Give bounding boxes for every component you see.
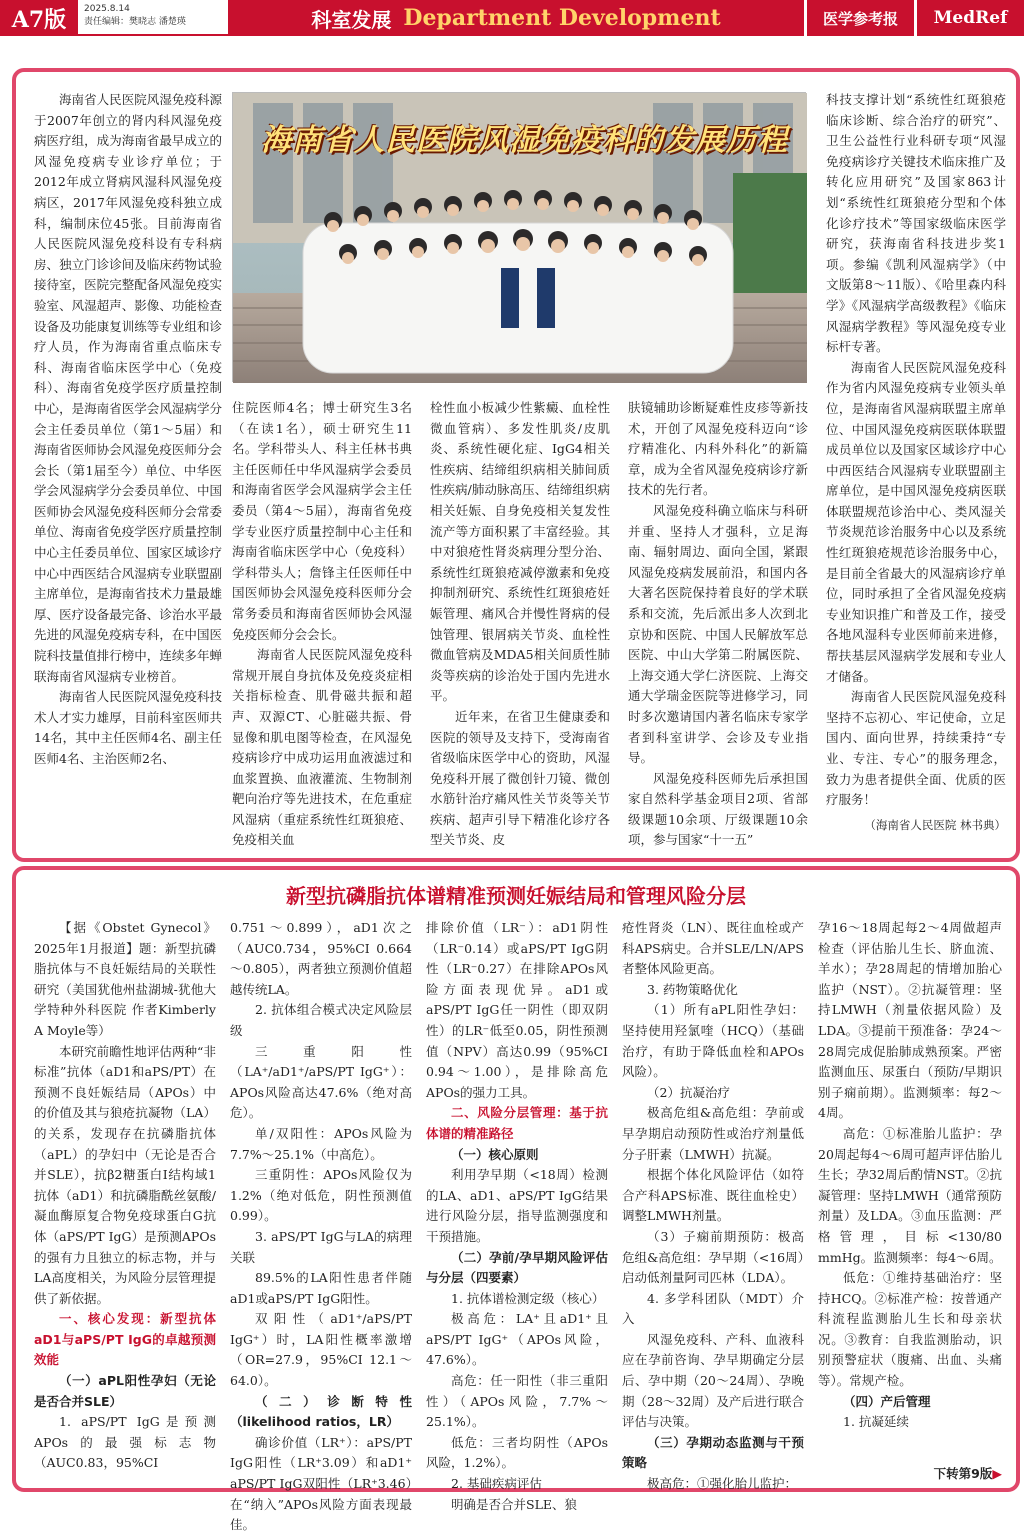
paragraph: 极高危：①强化胎儿监护：: [647, 1476, 798, 1492]
brand-en: MedRef: [914, 0, 1024, 36]
paragraph: 确诊价值（LR⁺）：aPS/PT IgG阳性（LR⁺3.09）和aD1⁺ aPS/PT IgG双阳性（LR⁺3.46）在“纳入”APOs风险方面表现最佳。: [230, 1434, 412, 1533]
article2-column-4: [622, 918, 804, 1492]
paragraph: 0.751～0.899），aD1次之（AUC0.734，95%CI 0.664～0.805），两者独立预测价值超越传统LA。: [230, 920, 412, 997]
paragraph: （1）所有aPL阳性孕妇：坚持使用羟氯喹（HCQ）（基础治疗，有助于降低血栓和APOs风险）。: [622, 1002, 804, 1080]
subsection-heading: （二）孕前/孕早期风险评估与分层（四要素）: [426, 1249, 608, 1286]
article1-column-5: [826, 90, 1006, 860]
article2-column-2: [230, 918, 412, 1533]
paragraph: 风湿免疫科医师先后承担国家自然科学基金项目2项、省部级课题10余项、厅级课题10余项，参与国家“十一五”: [628, 770, 808, 848]
paragraph: 孕16～18周起每2～4周做超声检查（评估胎儿生长、脐血流、羊水）；孕28周起的情增加胎心监护（NST）。②抗凝管理：坚持LMWH（剂量依据风险）及LDA。③提前干预准备：孕24～28周完成促胎肺成熟预案。严密监测血压、尿蛋白（预防/早期识别子痫前期）。监测频率：每2～4周。: [818, 920, 1002, 1121]
editors: 责任编辑：樊晓志 潘楚瑛: [84, 17, 186, 27]
paragraph: 海南省人民医院风湿免疫科常规开展自身抗体及免疫炎症相关指标检查、肌骨磁共振和超声、双源CT、心脏磁共振、骨显像和肌电图等检查，在风湿免疫病诊疗中成功运用血液滤过和血浆置换、血液灌流、生物制剂靶向治疗等先进技术，在危重症风湿病（重症系统性红斑狼疮、免疫相关血: [232, 647, 412, 848]
paragraph: 高危：①标准胎儿监护：孕20周起每4～6周可超声评估胎儿生长；孕32周后酌情NST。②抗凝管理：坚持LMWH（通常预防剂量）及LDA。③血压监测：严格管理，目标<130/80 mmHg。监测频率：每4～6周。: [818, 1125, 1002, 1265]
article2-title: 新型抗磷脂抗体谱精准预测妊娠结局和管理风险分层: [286, 884, 746, 908]
paragraph: 极高危组&高危组：孕前或早孕期启动预防性或治疗剂量低分子肝素（LMWH）抗凝。: [622, 1105, 804, 1162]
triangle-right-icon: ▶: [992, 1466, 1002, 1481]
paragraph: （2）抗凝治疗: [647, 1084, 730, 1100]
paragraph: 疮性肾炎（LN）、既往血栓或产科APS病史。合并SLE/LN/APS者整体风险更高。: [622, 920, 804, 977]
paragraph: 2. 抗体组合模式决定风险层级: [230, 1002, 412, 1038]
brand: [804, 0, 1024, 36]
paragraph: 3. 药物策略优化: [647, 981, 738, 997]
subsection-heading: （四）产后管理: [843, 1393, 931, 1409]
paragraph: 3. aPS/PT IgG与LA的病理关联: [230, 1228, 412, 1265]
paragraph: 1. 抗体谱检测定级（核心）: [451, 1290, 605, 1306]
article-antiphospholipid: [12, 866, 1020, 1533]
photo-caption: 海南省人民医院风湿免疫科的发展历程: [261, 123, 788, 158]
masthead: [0, 0, 1024, 36]
article-department-history: [12, 68, 1020, 862]
issue-date: 2025.8.14: [84, 4, 130, 14]
paragraph: 4. 多学科团队（MDT）介入: [622, 1290, 804, 1327]
team-photo: [232, 92, 806, 382]
paragraph: 明确是否合并SLE、狼: [451, 1496, 577, 1512]
author-signature: （海南省人民医院 林书典）: [864, 817, 1006, 832]
subsection-heading: （二）诊断特性（likelihood ratios，LR）: [230, 1393, 412, 1430]
section-heading: 一、核心发现：新型抗体aD1与aPS/PT IgG的卓越预测效能: [34, 1311, 216, 1368]
section-banner: [228, 0, 804, 36]
brand-cn: 医学参考报: [804, 0, 914, 36]
paragraph: 近年来，在省卫生健康委和医院的领导及支持下，受海南省省级临床医学中心的资助，风湿免疫科开展了微创针刀镜、微创水筋针治疗痛风性关节炎等关节疾病、超声引导下精准化诊疗各型关节炎、皮: [430, 708, 610, 848]
paragraph: 风湿免疫科、产科、血液科应在孕前咨询、孕早期确定分层后、孕中期（20～24周）、孕晚期（28～32周）及产后进行联合评估与决策。: [622, 1331, 804, 1430]
section-heading: 二、风险分层管理：基于抗体谱的精准路径: [426, 1105, 608, 1141]
article1-column-1: [34, 90, 222, 860]
continued-on-page[interactable]: [934, 1464, 1002, 1482]
article2-column-5: [818, 918, 1002, 1463]
article1-column-3: [430, 398, 610, 858]
subsection-heading: （三）孕期动态监测与干预策略: [622, 1434, 804, 1471]
paragraph: 三重阳性（LA⁺/aD1⁺/aPS/PT IgG⁺）：APOs风险高达47.6%（绝对高危）。: [230, 1043, 412, 1121]
paragraph: 海南省人民医院风湿免疫科坚持不忘初心、牢记使命，立足国内、面向世界，持续秉持“专业、专注、专心”的服务理念，致力为患者提供全面、优质的医疗服务！: [826, 689, 1006, 808]
paragraph: 栓性血小板减少性紫癜、血栓性微血管病）、多发性肌炎/皮肌炎、系统性硬化症、IgG4相关性疾病、结缔组织病相关肺间质性疾病/肺动脉高压、结缔组织病相关妊娠、自身免疫相关复发性流产等方面积累了丰富经验。其中对狼疮性肾炎病理分型分治、系统性红斑狼疮减停激素和免疫抑制剂研究、系统性红斑狼疮妊娠管理、痛风合并慢性肾病的侵蚀管理、银屑病关节炎、血栓性微血管病及MDA5相关间质性肺炎等疾病的诊治处于国内先进水平。: [430, 400, 610, 704]
subsection-heading: （一）aPL阳性孕妇（无论是否合并SLE）: [34, 1373, 216, 1409]
article2-column-1: [34, 918, 216, 1488]
paragraph: 2. 基础疾病评估: [451, 1476, 542, 1492]
paragraph: 1. 抗凝延续: [843, 1414, 909, 1430]
subsection-heading: （一）核心原则: [451, 1146, 539, 1162]
paragraph: 风湿免疫科确立临床与科研并重、坚持人才强科，立足海南、辐射周边、面向全国，紧跟风湿免疫病发展前沿，和国内各大著名医院保持着良好的学术联系和交流，先后派出多人次到北京协和医院、中国人民解放军总医院、中山大学第二附属医院、上海交通大学仁济医院、上海交通大学瑞金医院等进修学习，同时多次邀请国内著名临床专家学者到科室讲学、会诊及专业指导。: [628, 502, 808, 766]
paragraph: 【据《Obstet Gynecol》2025年1月报道】题：新型抗磷脂抗体与不良妊娠结局的关联性研究（美国犹他州盐湖城-犹他大学特种外科医院 作者Kimberly A Moyle等）: [34, 920, 216, 1038]
paragraph: 1. aPS/PT IgG是预测APOs的最强标志物（AUC0.83，95%CI: [34, 1414, 216, 1471]
paragraph: 低危：三者均阴性（APOs风险，1.2%）。: [426, 1434, 608, 1471]
paragraph: 双阳性（aD1⁺/aPS/PT IgG⁺）时，LA阳性概率激增（OR=27.9，95%CI 12.1～64.0）。: [230, 1311, 412, 1389]
article2-column-3: [426, 918, 608, 1512]
paragraph: 利用孕早期（<18周）检测的LA、aD1、aPS/PT IgG结果进行风险分层，指导监测强度和干预措施。: [426, 1167, 608, 1244]
paragraph: 海南省人民医院风湿免疫科作为省内风湿免疫病专业领头单位，是海南省风湿病联盟主席单位、中国风湿免疫病医联体联盟成员单位以及国家区域诊疗中心中西医结合风湿病专业联盟副主席单位，是中国风湿免疫病医联体联盟规范诊治中心、类风湿关节炎规范诊治服务中心以及系统性红斑狼疮规范诊治服务中心，是目前全省最大的风湿病诊疗单位，同时承担了全省风湿免疫病专业知识推广和普及工作，接受各地风湿科专业医师前来进修，帮扶基层风湿病学发展和专业人才储备。: [826, 359, 1006, 684]
paragraph: 肤镜辅助诊断疑难性皮疹等新技术，开创了风湿免疫科迈向“诊疗精准化、内科外科化”的新篇章，成为全省风湿免疫病诊疗新技术的先行者。: [628, 400, 808, 498]
paragraph: 海南省人民医院风湿免疫科技术人才实力雄厚，目前科室医师共14名，其中主任医师4名、副主任医师4名、主治医师2名、: [34, 689, 222, 766]
editor-info: [78, 0, 228, 36]
paragraph: 低危：①维持基础治疗：坚持HCQ。②标准产检：按普通产科流程监测胎儿生长和母亲状况。③教育：自我监测胎动，识别预警症状（腹痛、出血、头痛等）。常规产检。: [818, 1270, 1002, 1389]
paragraph: 排除价值（LR⁻）：aD1阴性（LR⁻0.14）或aPS/PT IgG阴性（LR⁻0.27）在排除APOs风险方面表现优异。aD1或aPS/PT IgG任一阴性（即双阴性）的LR⁻低至0.05，阴性预测值（NPV）高达0.99（95%CI 0.94～1.00），是排除高危APOs的强力工具。: [426, 920, 608, 1100]
paragraph: 89.5%的LA阳性患者伴随aD1或aPS/PT IgG阳性。: [230, 1270, 412, 1306]
page-number: A7版: [0, 0, 78, 36]
paragraph: 住院医师4名；博士研究生3名（在读1名），硕士研究生11名。学科带头人、科主任林书典主任医师任中华风湿病学会委员和海南省医学会风湿病学会主任委员（第4～5届），海南省免疫学专业医疗质量控制中心主任和海南省临床医学中心（免疫科）学科带头人；詹锋主任医师任中国医师协会风湿免疫科医师分会常务委员和海南省医师协会风湿免疫医师分会会长。: [232, 400, 412, 642]
paragraph: 三重阴性：APOs风险仅为1.2%（绝对低危，阴性预测值0.99）。: [230, 1167, 412, 1224]
article1-column-4: [628, 398, 808, 858]
paragraph: （3）子痫前期预防：极高危组&高危组：孕早期（<16周）启动低剂量阿司匹林（LDA）。: [622, 1228, 804, 1286]
section-title-en: Department Development: [403, 5, 721, 31]
continued-label: 下转第9版: [933, 1466, 993, 1481]
paragraph: 科技支撑计划“系统性红斑狼疮临床诊断、综合治疗的研究”、卫生公益性行业科研专项“风湿免疫病诊疗关键技术临床推广及转化应用研究”及国家863计划“系统性红斑狼疮分型和个体化诊疗技术”等国家级临床医学研究，获海南省科技进步奖1项。参编《凯利风湿病学》（中文版第8～11版）、《哈里森内科学》《风湿病学高级教程》《临床风湿病学教程》等风湿免疫专业标杆专著。: [826, 92, 1006, 355]
paragraph: 单/双阳性：APOs风险为7.7%～25.1%（中高危）。: [230, 1125, 412, 1162]
paragraph: 高危：任一阳性（非三重阳性）（APOs风险，7.7%～25.1%）。: [426, 1373, 608, 1430]
article1-column-2: [232, 398, 412, 858]
paragraph: 海南省人民医院风湿免疫科源于2007年创立的肾内科风湿免疫病医疗组，成为海南省最早成立的风湿免疫病专业诊疗单位；于2012年成立肾病风湿科风湿免疫病区，2017年风湿免疫科独立成科，编制床位45张。目前海南省人民医院风湿免疫科设有专科病房、独立门诊诊间及临床药物试验接待室，医院完整配备风湿免疫实验室、风湿超声、影像、功能检查设备及功能康复训练等专业组和诊疗人员，作为海南省重点临床专科、海南省临床医学中心（免疫科）、海南省免疫学医疗质量控制中心，是海南省医学会风湿病学分会主任委员单位（第1～5届）和海南省医师协会风湿免疫医师分会会长（第1届至今）单位、中华医学会风湿病学分会委员单位、中国医师协会风湿免疫科医师分会常委单位、海南省免疫学医疗质量控制中心主任委员单位、国家区域诊疗中心中西医结合风湿病专业联盟副主席单位，是海南省技术力量最雄厚、医疗设备最完备、诊治水平最先进的风湿免疫病专科，在中国医院科技量值排行榜中，连续多年蝉联海南省风湿病专业榜首。: [34, 92, 222, 684]
paragraph: 本研究前瞻性地评估两种“非标准”抗体（aD1和aPS/PT）在预测不良妊娠结局（APOs）中的价值及其与狼疮抗凝物（LA）的关系，发现存在抗磷脂抗体（aPL）的孕妇中（无论是否合并SLE），抗β2糖蛋白Ⅰ结构域1抗体（aD1）和抗磷脂酰丝氨酸/凝血酶原复合物免疫球蛋白G抗体（aPS/PT IgG）是预测APOs的强有力且独立的标志物，并与LA高度相关，为风险分层管理提供了新依据。: [34, 1043, 216, 1306]
paragraph: 极高危：LA⁺且aD1⁺且aPS/PT IgG⁺（APOs风险，47.6%）。: [426, 1311, 608, 1368]
section-title-cn: 科室发展: [311, 7, 392, 32]
paragraph: 根据个体化风险评估（如符合产科APS标准、既往血栓史）调整LMWH剂量。: [622, 1167, 804, 1224]
